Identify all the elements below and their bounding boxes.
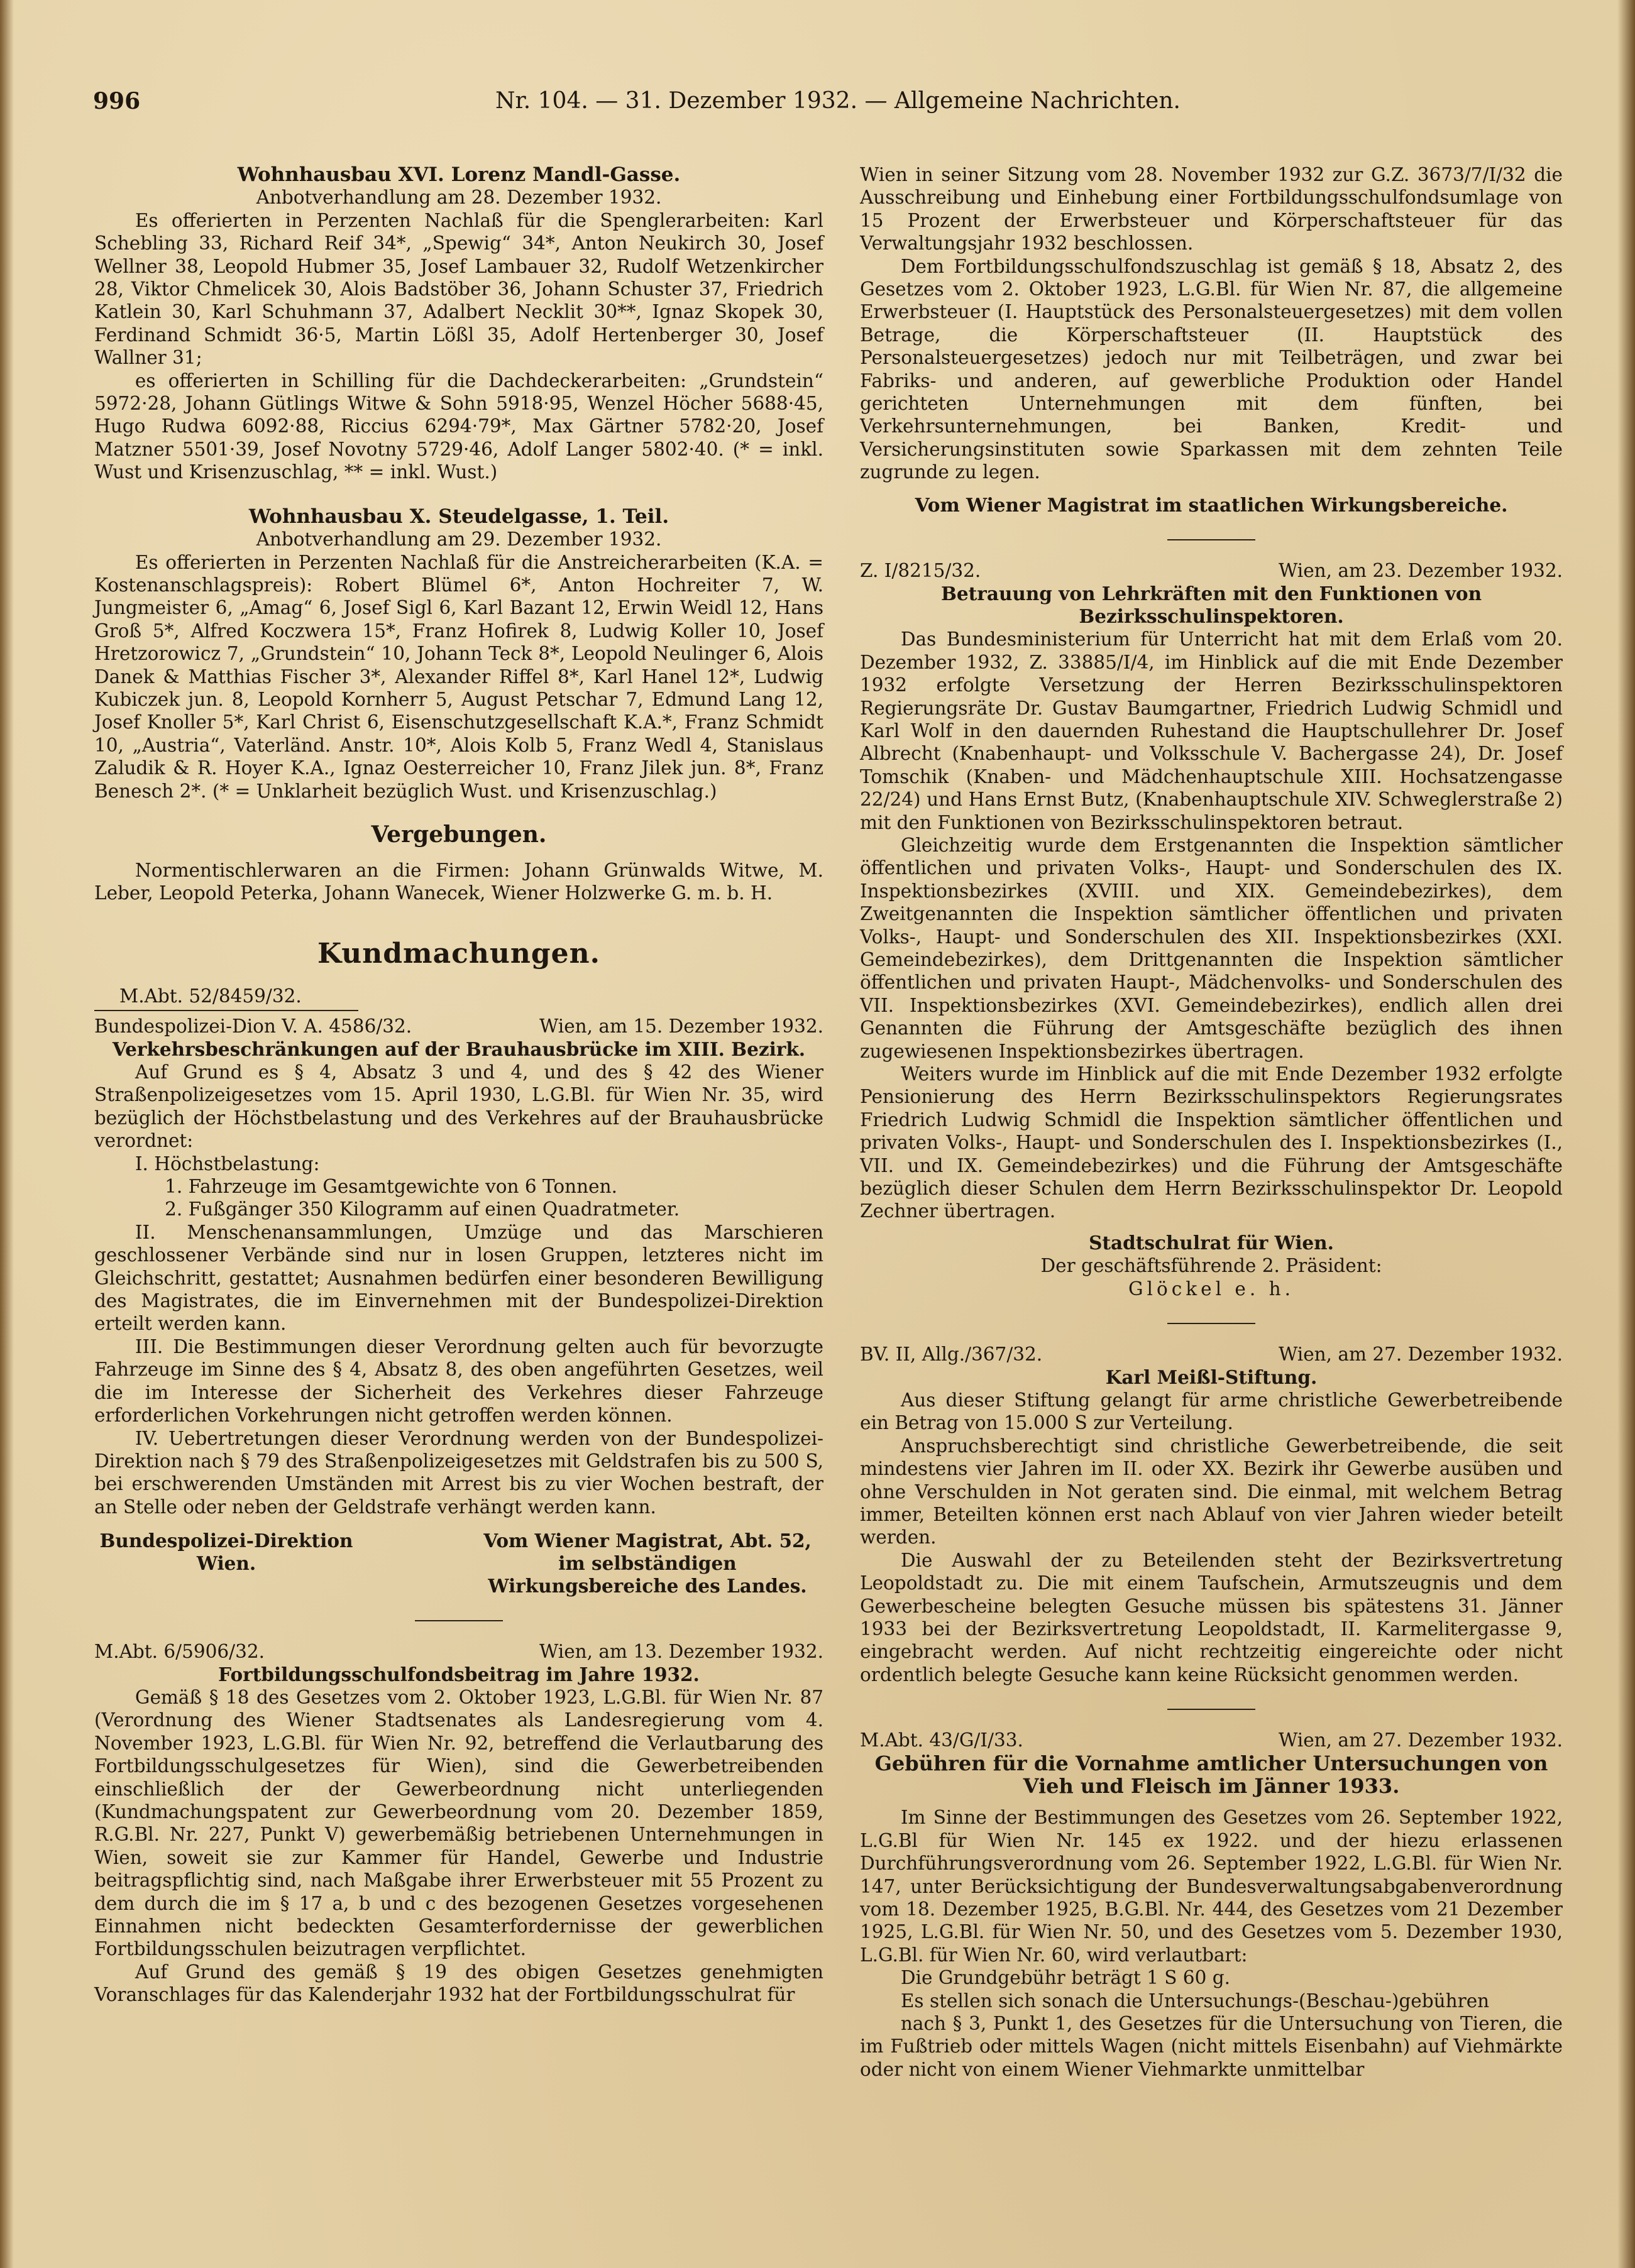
divider (415, 1620, 503, 1621)
section-heading-vergebungen: Vergebungen. (371, 821, 547, 848)
divider (1167, 539, 1255, 540)
paragraph: Anspruchsberechtigt sind christliche Gewerbetreibende, die seit mindestens vier Jahren im II. oder XX. Bezirk ihr Gewerbe ausüben und ohne Verschulden in Not geraten sind. Die einmal, mit welchem Betrag immer, Beteilten können erst nach Ablauf von vier Jahren wieder beteilt werden. (860, 1435, 1563, 1548)
paragraph: Die Grundgebühr beträgt 1 S 60 g. (900, 1967, 1230, 1989)
divider (1167, 1323, 1255, 1324)
section-title: Wohnhausbau XVI. Lorenz Mandl-Gasse. (237, 163, 681, 186)
paragraph: Im Sinne der Bestimmungen des Gesetzes vom 26. September 1922, L.G.Bl für Wien Nr. 145 ex 1922. und der hiezu erlassenen Durchführungsverordnung vom 26. September 1922, L.G.Bl. für Wien Nr. 147, unter Berücksichtigung der Bundesverwaltungsabgabenverordnung vom 18. Dezember 1925, B.G.Bl. Nr. 444, des Gesetzes vom 21 Dezember 1925, L.G.Bl. für Wien Nr. 50, und des Gesetzes vom 5. Dezember 1930, L.G.Bl. für Wien Nr. 60, wird verlautbart: (860, 1807, 1563, 1966)
paragraph: Auf Grund es § 4, Absatz 3 und 4, und des § 42 des Wiener Straßenpolizeigesetzes vom 15. April 1930, L.G.Bl. für Wien Nr. 35, wird bezüglich der Höchstbelastung und des Verkehres auf der Brauhausbrücke verordnet: (94, 1061, 823, 1152)
paragraph: Wien in seiner Sitzung vom 28. November 1932 zur G.Z. 3673/7/I/32 die Ausschreibung und Einhebung einer Fortbildungsschulfondsumlage von 15 Prozent der Erwerbsteuer und Körperschaftsteuer für das Verwaltungsjahr 1932 beschlossen. (860, 164, 1563, 255)
section-heading-kundmachungen: Kundmachungen. (317, 937, 600, 970)
list-item: 1. Fahrzeuge im Gesamtgewichte von 6 Tonnen. (165, 1176, 618, 1198)
dateline: Wien, am 15. Dezember 1932. (539, 1016, 823, 1038)
divider (94, 1010, 358, 1011)
notice-title: Betrauung von Lehrkräften mit den Funktionen von Bezirksschulinspektoren. (940, 582, 1482, 627)
paragraph: Es offerierten in Perzenten Nachlaß für die Spenglerarbeiten: Karl Schebling 33, Richard Reif 34*, „Spewig“ 34*, Anton Neukirch 30, Josef Wellner 38, Leopold Hubmer 35, Josef Lambauer 32, Rudolf Wetzenkircher 28, Viktor Chmelicek 30, Alois Badstöber 36, Johann Schuster 37, Friedrich Katlein 30, Karl Schuhmann 37, Adalbert Necklit 30**, Ignaz Skopek 30, Ferdinand Schmidt 36·5, Martin Lößl 35, Adolf Hertenberger 30, Josef Wallner 31; (94, 209, 823, 369)
dateline: Wien, am 23. Dezember 1932. (1278, 560, 1563, 582)
paragraph: III. Die Bestimmungen dieser Verordnung gelten auch für bevorzugte Fahrzeuge im Sinne des § 4, Absatz 8, des oben angeführten Gesetzes, weil die im Interesse der Sicherheit des Verkehres dieser Fahrzeuge erforderlichen Vorkehrungen nicht getroffen werden können. (94, 1335, 823, 1427)
reference-row (94, 1015, 823, 1038)
paragraph: Normentischlerwaren an die Firmen: Johann Grünwalds Witwe, M. Leber, Leopold Peterka, Johann Wanecek, Wiener Holzwerke G. m. b. H. (94, 859, 823, 904)
list-heading: I. Höchstbelastung: (135, 1153, 320, 1175)
signature-left: Bundespolizei-Direktion Wien. (99, 1530, 353, 1575)
paragraph: nach § 3, Punkt 1, des Gesetzes für die Untersuchung von Tieren, die im Fußtrieb oder mittels Wagen (nicht mittels Eisenbahn) auf Viehmärkte oder nicht von einem Wiener Viehmarkte unmittelbar (860, 2013, 1563, 2080)
section-title: Wohnhausbau X. Steudelgasse, 1. Teil. (248, 505, 669, 528)
notice-title: Karl Meißl-Stiftung. (1105, 1366, 1318, 1388)
signature-authority: Stadtschulrat für Wien. (1089, 1231, 1334, 1254)
paragraph: Gemäß § 18 des Gesetzes vom 2. Oktober 1923, L.G.Bl. für Wien Nr. 87 (Verordnung des Wiener Stadtsenates als Landesregierung vom 4. November 1923, L.G.Bl. für Wien Nr. 92, betreffend die Verlautbarung des Fortbildungsschulgesetzes für Wien), sind die Gewerbetreibenden einschließlich der der Gewerbeordnung nicht unterliegenden (Kundmachungspatent zur Gewerbeordnung vom 20. Dezember 1859, R.G.Bl. Nr. 227, Punkt V) gewerbemäßig betriebenen Unternehmungen in Wien, soweit sie zur Kammer für Handel, Gewerbe und Industrie beitragspflichtig sind, nach Maßgabe ihrer Erwerbsteuer mit 55 Prozent zu dem durch die im § 17 a, b und c des bezogenen Gesetzes vorgesehenen Einnahmen nicht bedeckten Gesamterfordernisse der gewerblichen Fortbildungsschulen beizutragen verpflichtet. (94, 1686, 823, 1960)
reference-number: M.Abt. 6/5906/32. (94, 1641, 265, 1663)
dateline: Wien, am 27. Dezember 1932. (1278, 1729, 1563, 1751)
paragraph: II. Menschenansammlungen, Umzüge und das Marschieren geschlossener Verbände sind nur in losen Gruppen, letzteres nicht im Gleichschritt, gestattet; Ausnahmen bedürfen einer besonderen Bewilligung des Magistrates, die im Einvernehmen mit der Bundespolizei-Direktion erteilt werden kann. (94, 1221, 823, 1335)
paragraph: IV. Uebertretungen dieser Verordnung werden von der Bundespolizei-Direktion nach § 79 des Straßenpolizeigesetzes mit Geldstrafen bis zu 500 S, bei erschwerenden Umständen mit Arrest bis zu vier Wochen bestraft, der an Stelle oder neben der Geldstrafe verhängt werden kann. (94, 1427, 823, 1518)
signature-role: Der geschäftsführende 2. Präsident: (1040, 1255, 1382, 1277)
signature-right: Vom Wiener Magistrat, Abt. 52, im selbständigen Wirkungsbereiche des Landes. (483, 1530, 812, 1597)
notice-title: Gebühren für die Vornahme amtlicher Untersuchungen von Vieh und Fleisch im Jänner 1933. (874, 1751, 1548, 1798)
signature: Vom Wiener Magistrat im staatlichen Wirkungsbereiche. (915, 493, 1508, 516)
list-item: 2. Fußgänger 350 Kilogramm auf einen Quadratmeter. (165, 1198, 680, 1220)
paragraph: Weiters wurde im Hinblick auf die mit Ende Dezember 1932 erfolgte Pensionierung des Herrn Bezirksschulinspektors Regierungsrates Friedrich Ludwig Schmidl die Inspektion sämtlicher öffentlichen und privaten Volks-, Haupt- und Sonderschulen des I. Inspektionsbezirkes (I., VII. und IX. Gemeindebezirkes) und die Führung der Amtsgeschäfte bezüglich dieser Schulen dem Herrn Bezirksschulinspektor Dr. Leopold Zechner übertragen. (860, 1063, 1563, 1222)
paragraph: Das Bundesministerium für Unterricht hat mit dem Erlaß vom 20. Dezember 1932, Z. 33885/I/4, im Hinblick auf die mit Ende Dezember 1932 erfolgte Versetzung der Herren Bezirksschulinspektoren Regierungsräte Dr. Gustav Baumgartner, Friedrich Ludwig Schmidl und Karl Wolf in den dauernden Ruhestand die Hauptschullehrer Dr. Josef Albrecht (Knabenhaupt- und Volksschule V. Bachergasse 24), Dr. Josef Tomschik (Knaben- und Mädchenhauptschule XIII. Hochsatzengasse 22/24) und Hans Ernst Butz, (Knabenhauptschule XIV. Schweglerstraße 2) mit den Funktionen von Bezirksschulinspektoren betraut. (860, 628, 1563, 833)
notice-title: Verkehrsbeschränkungen auf der Brauhausbrücke im XIII. Bezirk. (112, 1038, 806, 1060)
paragraph: Es stellen sich sonach die Untersuchungs-(Beschau-)gebühren (900, 1990, 1490, 2012)
reference-row (860, 1343, 1563, 1366)
reference-number: M.Abt. 43/G/I/33. (860, 1729, 1023, 1751)
left-column (94, 163, 823, 2007)
paragraph: Gleichzeitig wurde dem Erstgenannten die Inspektion sämtlicher öffentlichen und privaten Volks-, Haupt- und Sonderschulen des IX. Inspektionsbezirkes (XVIII. und XIX. Gemeindebezirkes), dem Zweitgenannten die Inspektion sämtlicher öffentlichen und privaten Volks-, Haupt- und Sonderschulen des XII. Inspektionsbezirkes (XXI. Gemeindebezirkes), dem Drittgenannten die Inspektion sämtlicher öffentlichen und privaten Haupt-, Mädchenvolks- und Sonderschulen des VII. Inspektionsbezirkes (XVI. Gemeindebezirkes), endlich allen drei Genannten die Führung der Amtsgeschäfte bezüglich des ihnen zugewiesenen Inspektionsbezirkes übertragen. (860, 834, 1563, 1062)
paragraph: Die Auswahl der zu Beteilenden steht der Bezirksvertretung Leopoldstadt zu. Die mit einem Taufschein, Armutszeugnis und dem Gewerbescheine belegten Gesuche müssen bis spätestens 31. Jänner 1933 bei der Bezirksvertretung Leopoldstadt, II. Karmelitergasse 9, eingebracht werden. Auf nicht rechtzeitig eingereichte oder nicht ordentlich belegte Gesuche kann keine Rücksicht genommen werden. (860, 1549, 1563, 1685)
reference-row (860, 1729, 1563, 1751)
paragraph: Es offerierten in Perzenten Nachlaß für die Anstreicherarbeiten (K.A. = Kostenanschlagspreis): Robert Blümel 6*, Anton Hochreiter 7, W. Jungmeister 6, „Amag“ 6, Josef Sigl 6, Karl Bazant 12, Erwin Weidl 12, Hans Groß 5*, Alfred Koczwera 15*, Franz Hofirek 8, Ludwig Koller 10, Josef Hretzorowicz 7, „Grundstein“ 10, Johann Teck 8*, Leopold Neulinger 6, Alois Danek & Matthias Fischer 3*, Alexander Riffel 8*, Karl Hanel 12*, Ludwig Kubiczek jun. 8, Leopold Kornherr 5, August Petschar 7, Edmund Lang 12, Josef Knoller 5*, Karl Christ 6, Eisenschutzgesellschaft K.A.*, Franz Schmidt 10, „Austria“, Vaterländ. Anstr. 10*, Alois Kolb 5, Franz Wedl 4, Stanislaus Zaludik & R. Hoyer K.A., Ignaz Oesterreicher 10, Franz Jilek jun. 8*, Franz Benesch 2*. (* = Unklarheit bezüglich Wust. und Krisenzuschlag.) (94, 551, 823, 802)
running-title: Nr. 104. — 31. Dezember 1932. — Allgemeine Nachrichten. (495, 88, 1181, 114)
reference-number: BV. II, Allg./367/32. (860, 1344, 1043, 1366)
dateline: Wien, am 13. Dezember 1932. (539, 1641, 823, 1663)
paragraph: es offerierten in Schilling für die Dachdeckerarbeiten: „Grundstein“ 5972·28, Johann Gütlings Witwe & Sohn 5918·95, Wenzel Höcher 5688·45, Hugo Rudwa 6092·88, Riccius 6294·79*, Max Gärtner 5782·20, Josef Matzner 5501·39, Josef Novotny 5729·46, Adolf Langer 5802·40. (* = inkl. Wust und Krisenzuschlag, ** = inkl. Wust.) (94, 370, 823, 483)
divider (1167, 1709, 1255, 1710)
reference-number: Bundespolizei-Dion V. A. 4586/32. (94, 1016, 412, 1038)
page-number: 996 (93, 88, 141, 114)
reference-number: Z. I/8215/32. (860, 560, 981, 582)
paragraph: Auf Grund des gemäß § 19 des obigen Gesetzes genehmigten Voranschlages für das Kalenderjahr 1932 hat der Fortbildungsschulrat für (94, 1961, 823, 2006)
paragraph: Aus dieser Stiftung gelangt für arme christliche Gewerbetreibende ein Betrag von 15.000 S zur Verteilung. (860, 1389, 1563, 1434)
reference-row (94, 1640, 823, 1663)
right-column (860, 163, 1563, 2081)
section-subtitle: Anbotverhandlung am 28. Dezember 1932. (256, 187, 662, 209)
reference-row (860, 559, 1563, 582)
signature-block (94, 1530, 823, 1597)
notice-title: Fortbildungsschulfondsbeitrag im Jahre 1932. (218, 1663, 700, 1685)
signature-name: Glöckel e. h. (1128, 1278, 1295, 1300)
section-subtitle: Anbotverhandlung am 29. Dezember 1932. (256, 529, 662, 551)
dateline: Wien, am 27. Dezember 1932. (1278, 1344, 1563, 1366)
reference-number: M.Abt. 52/8459/32. (119, 985, 302, 1007)
paragraph: Dem Fortbildungsschulfondszuschlag ist gemäß § 18, Absatz 2, des Gesetzes vom 2. Oktober 1923, L.G.Bl. für Wien Nr. 87, die allgemeine Erwerbsteuer (I. Hauptstück des Personalsteuergesetzes) mit dem vollen Betrage, die Körperschaftsteuer (II. Hauptstück des Personalsteuergesetzes) jedoch nur mit Teilbeträgen, und zwar bei Fabriks- und anderen, auf gewerbliche Produktion oder Handel gerichteten Unternehmungen mit dem fünften, bei Verkehrsunternehmungen, bei Banken, Kredit- und Versicherungsinstituten sowie Sparkassen mit dem zehnten Teile zugrunde zu legen. (860, 255, 1563, 483)
